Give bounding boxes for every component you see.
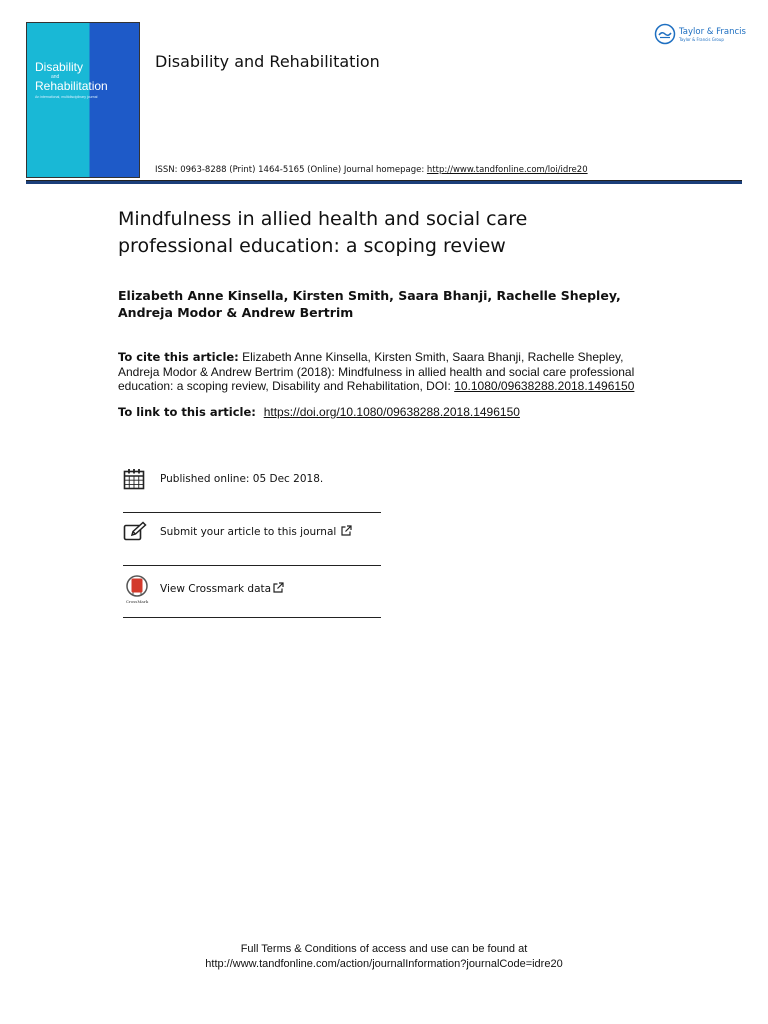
footer-line1: Full Terms & Conditions of access and use can be found at [240, 943, 528, 955]
article-title-line2: professional education: a scoping review [118, 235, 506, 257]
submit-article-link[interactable]: Submit your article to this journal [160, 526, 337, 538]
authors-line1: Elizabeth Anne Kinsella, Kirsten Smith, Saara Bhanji, Rachelle Shepley, [118, 288, 621, 303]
cover-title-and: and [51, 74, 60, 80]
citation-text-part2: Andreja Modor & Andrew Bertrim (2018): Mindfulness in allied health and social care professional [118, 364, 635, 379]
calendar-icon [123, 468, 153, 490]
external-link-icon [341, 525, 352, 539]
publisher-logo [654, 23, 746, 45]
header-rule-thick [26, 181, 742, 184]
submit-article-item[interactable] [123, 521, 381, 543]
item-divider [123, 565, 381, 566]
cover-title-line1: Disability [35, 60, 84, 74]
published-online-text: Published online: 05 Dec 2018. [160, 473, 324, 485]
publisher-name: Taylor & Francis [679, 26, 746, 37]
item-divider [123, 512, 381, 513]
edit-pencil-icon [123, 521, 153, 543]
crossmark-logo-text: CrossMark [125, 599, 149, 604]
citation-block [118, 350, 658, 394]
issn-text: ISSN: 0963-8288 (Print) 1464-5165 (Online) Journal homepage: [155, 165, 425, 175]
external-link-icon [273, 582, 284, 596]
crossmark-icon [123, 574, 153, 604]
citation-label: To cite this article: [118, 350, 239, 364]
article-doi-url-link[interactable]: https://doi.org/10.1080/09638288.2018.1496150 [263, 405, 520, 419]
article-link-label: To link to this article: [118, 405, 256, 419]
journal-name: Disability and Rehabilitation [155, 52, 380, 71]
citation-text-part1: Elizabeth Anne Kinsella, Kirsten Smith, Saara Bhanji, Rachelle Shepley, [242, 350, 624, 364]
article-title [118, 206, 658, 260]
journal-cover-image [26, 22, 140, 178]
crossmark-link[interactable]: View Crossmark data [160, 583, 272, 595]
journal-homepage-link[interactable]: http://www.tandfonline.com/loi/idre20 [426, 165, 588, 175]
cover-subtitle: An international, multidisciplinary journal [35, 95, 98, 99]
issn-line [155, 165, 588, 175]
published-online-item [123, 468, 381, 490]
crossmark-item[interactable] [123, 574, 381, 604]
footer [0, 942, 768, 972]
citation-text-part3: education: a scoping review, Disability and Rehabilitation, DOI: [118, 379, 451, 393]
article-link-line [118, 405, 520, 419]
authors-line2: Andreja Modor & Andrew Bertrim [118, 305, 354, 320]
footer-terms-link[interactable]: http://www.tandfonline.com/action/journalInformation?journalCode=idre20 [205, 958, 563, 970]
item-divider [123, 617, 381, 618]
publisher-group: Taylor & Francis Group [679, 36, 724, 42]
taylor-francis-logo-icon [654, 23, 676, 45]
article-title-line1: Mindfulness in allied health and social care [118, 208, 528, 230]
citation-doi-link[interactable]: 10.1080/09638288.2018.1496150 [454, 379, 635, 393]
article-authors [118, 287, 678, 321]
cover-title-line2: Rehabilitation [35, 79, 108, 93]
